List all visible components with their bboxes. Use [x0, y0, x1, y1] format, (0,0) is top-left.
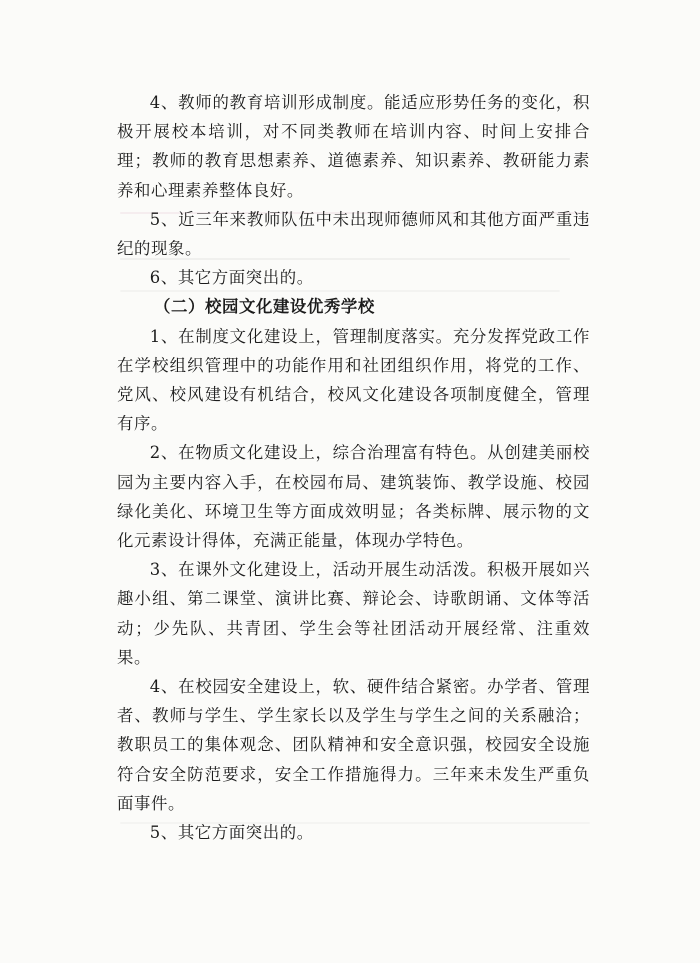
paragraph-extracurricular-culture: 3、在课外文化建设上，活动开展生动活泼。积极开展如兴趣小组、第二课堂、演讲比赛、辩论会、诗歌朗诵、文体等活动；少先队、共青团、学生会等社团活动开展经常、注重效果。: [117, 560, 590, 667]
paragraph-other-outstanding: 6、其它方面突出的。: [149, 268, 314, 288]
paragraph-campus-safety: 4、在校园安全建设上，软、硬件结合紧密。办学者、管理者、教师与学生、学生家长以及学生与学生之间的关系融洽；教职员工的集体观念、团队精神和安全意识强，校园安全设施符合安全防范要求，安全工作措施得力。三年来未发生严重负面事件。: [117, 677, 590, 813]
paragraph-teacher-training: 4、教师的教育培训形成制度。能适应形势任务的变化，积极开展校本培训，对不同类教师在培训内容、时间上安排合理；教师的教育思想素养、道德素养、知识素养、教研能力素养和心理素养整体良好。: [117, 93, 590, 200]
paragraph-institutional-culture: 1、在制度文化建设上，管理制度落实。充分发挥党政工作在学校组织管理中的功能作用和社团组织作用，将党的工作、党风、校风建设有机结合，校风文化建设各项制度健全，管理有序。: [117, 326, 590, 434]
document-body: [117, 88, 590, 847]
paragraph-teacher-ethics: 5、近三年来教师队伍中未出现师德师风和其他方面严重违纪的现象。: [117, 209, 590, 259]
paragraph-material-culture: 2、在物质文化建设上，综合治理富有特色。从创建美丽校园为主要内容入手，在校园布局、建筑装饰、教学设施、校园绿化美化、环境卫生等方面成效明显；各类标牌、展示物的文化元素设计得体，充满正能量，体现办学特色。: [117, 443, 590, 551]
section-heading: （二）校园文化建设优秀学校: [154, 297, 375, 317]
paragraph-other-outstanding-2: 5、其它方面突出的。: [149, 823, 314, 843]
